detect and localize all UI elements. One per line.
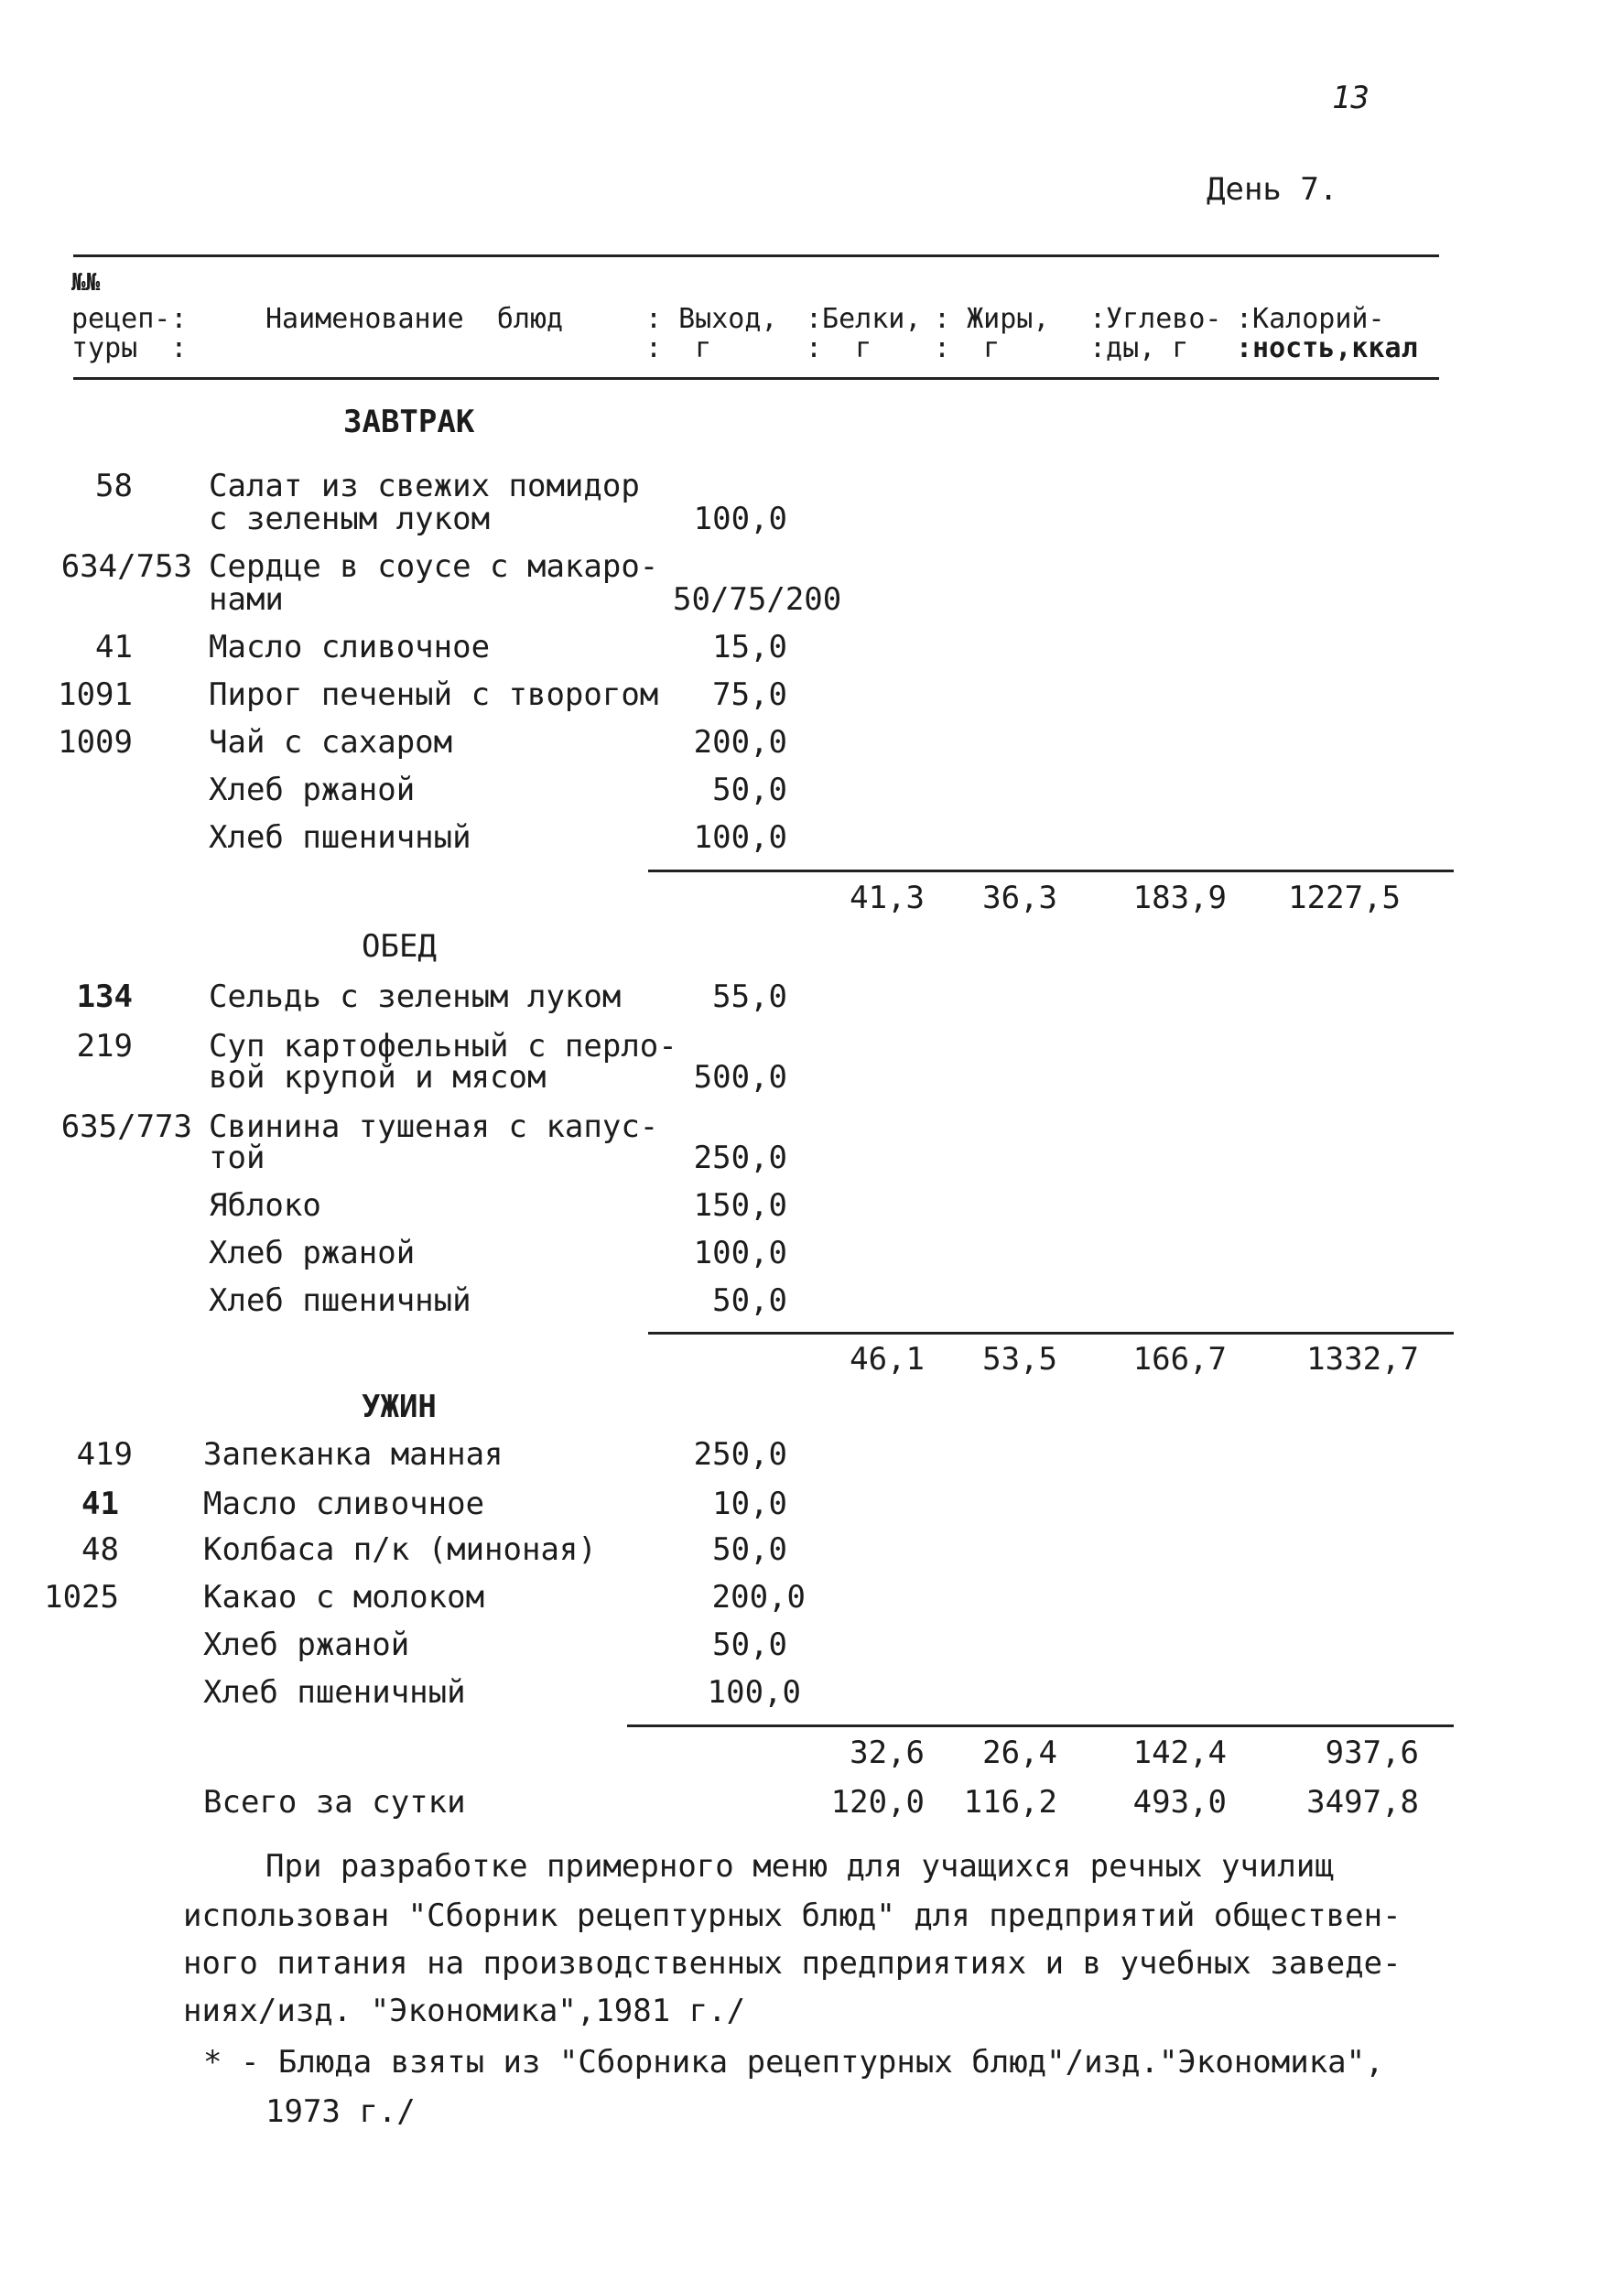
yield-value: 100,0 <box>693 501 787 537</box>
recipe-number: 1091 <box>58 676 133 713</box>
header-top-rule <box>73 254 1439 257</box>
yield-value: 200,0 <box>693 724 787 761</box>
header-proteins-line2: : г <box>806 332 922 364</box>
dish-name: Яблоко <box>209 1187 321 1224</box>
recipe-number: 48 <box>81 1531 119 1568</box>
dish-name-cont: той <box>209 1140 265 1176</box>
dish-name: Масло сливочное <box>209 629 491 665</box>
yield-value: 50,0 <box>712 1531 787 1568</box>
yield-value: 50,0 <box>712 772 787 808</box>
recipe-number: 134 <box>76 978 133 1015</box>
dish-name: Пирог печеный с творогом <box>209 676 659 713</box>
subtotal-rule <box>648 1332 1454 1335</box>
subtotal-calories: 1332,7 <box>1306 1341 1419 1378</box>
header-recipe-number-mark: №№ <box>71 269 101 297</box>
note-line: ного питания на производственных предприятиях и в учебных заведе- <box>183 1945 1402 1982</box>
yield-value: 150,0 <box>693 1187 787 1224</box>
subtotal-calories: 937,6 <box>1325 1735 1419 1771</box>
dish-name: Хлеб ржаной <box>209 772 416 808</box>
header-carbs-line1: :Углево- <box>1089 303 1222 335</box>
dish-name: Свинина тушеная с капус- <box>209 1108 659 1145</box>
recipe-number: 41 <box>81 1486 119 1522</box>
dish-name: Хлеб ржаной <box>209 1235 416 1271</box>
subtotal-proteins: 32,6 <box>850 1735 925 1771</box>
recipe-number: 58 <box>95 468 133 504</box>
footnote-line: * - Блюда взяты из "Сборника рецептурных блюд"/изд."Экономика", <box>203 2044 1384 2081</box>
header-calories-line1: :Калорий- <box>1236 303 1385 335</box>
yield-value: 10,0 <box>712 1486 787 1522</box>
daily-total-label: Всего за сутки <box>203 1784 466 1821</box>
daily-total-calories: 3497,8 <box>1306 1784 1419 1821</box>
yield-value: 100,0 <box>707 1674 801 1711</box>
note-line: использован "Сборник рецептурных блюд" для предприятий обществен- <box>183 1897 1402 1934</box>
header-proteins-line1: :Белки, <box>806 303 922 335</box>
header-fats-line2: : г <box>934 332 1001 364</box>
dish-name: Хлеб пшеничный <box>203 1674 466 1711</box>
dish-name: Сельдь с зеленым луком <box>209 978 622 1015</box>
yield-value: 250,0 <box>693 1436 787 1473</box>
dish-name: Запеканка манная <box>203 1436 503 1473</box>
dish-name: Салат из свежих помидор <box>209 468 640 504</box>
dish-name: Суп картофельный с перло- <box>209 1028 677 1065</box>
day-heading: День 7. <box>1207 171 1338 208</box>
header-carbs-line2: :ды, г <box>1089 332 1189 364</box>
dish-name-cont: с зеленым луком <box>209 501 491 537</box>
section-title: ОБЕД <box>362 928 437 965</box>
dish-name: Сердце в соусе с макаро- <box>209 548 659 585</box>
recipe-number: 1009 <box>58 724 133 761</box>
subtotal-carbs: 183,9 <box>1132 880 1227 916</box>
recipe-number: 634/753 <box>60 548 192 585</box>
subtotal-carbs: 166,7 <box>1132 1341 1227 1378</box>
yield-value: 500,0 <box>693 1059 787 1096</box>
yield-value: 250,0 <box>693 1140 787 1176</box>
yield-value: 15,0 <box>712 629 787 665</box>
subtotal-fats: 36,3 <box>982 880 1057 916</box>
recipe-number: 1025 <box>44 1579 119 1616</box>
yield-value: 100,0 <box>693 1235 787 1271</box>
yield-value: 200,0 <box>711 1579 806 1616</box>
page-number: 13 <box>1332 80 1370 116</box>
recipe-number: 219 <box>76 1028 133 1065</box>
header-bottom-rule <box>73 377 1439 380</box>
recipe-number: 41 <box>95 629 133 665</box>
subtotal-fats: 53,5 <box>982 1341 1057 1378</box>
section-title: УЖИН <box>362 1389 437 1425</box>
dish-name-cont: нами <box>209 581 284 618</box>
subtotal-proteins: 46,1 <box>850 1341 925 1378</box>
daily-total-proteins: 120,0 <box>830 1784 925 1821</box>
daily-total-carbs: 493,0 <box>1132 1784 1227 1821</box>
header-fats-line1: : Жиры, <box>934 303 1050 335</box>
subtotal-fats: 26,4 <box>982 1735 1057 1771</box>
subtotal-rule <box>627 1724 1454 1727</box>
yield-value: 100,0 <box>693 819 787 856</box>
yield-value: 50,0 <box>712 1627 787 1663</box>
dish-name: Хлеб ржаной <box>203 1627 410 1663</box>
dish-name: Хлеб пшеничный <box>209 819 471 856</box>
subtotal-carbs: 142,4 <box>1132 1735 1227 1771</box>
dish-name: Колбаса п/к (миноная) <box>203 1531 597 1568</box>
recipe-number: 635/773 <box>60 1108 192 1145</box>
yield-value: 50/75/200 <box>673 581 842 618</box>
header-recipe-line1: рецеп-: <box>71 303 188 335</box>
header-dish-name: Наименование блюд <box>265 303 564 335</box>
yield-value: 75,0 <box>712 676 787 713</box>
note-line: При разработке примерного меню для учащихся речных училищ <box>265 1848 1334 1885</box>
dish-name-cont: вой крупой и мясом <box>209 1059 547 1096</box>
dish-name: Чай с сахаром <box>209 724 453 761</box>
recipe-number: 419 <box>76 1436 133 1473</box>
note-line: ниях/изд. "Экономика",1981 г./ <box>183 1993 746 2029</box>
header-calories-line2: :ность,ккал <box>1236 332 1418 364</box>
dish-name: Масло сливочное <box>203 1486 485 1522</box>
header-recipe-line2: туры : <box>71 332 188 364</box>
footnote-line: 1973 г./ <box>265 2093 416 2130</box>
dish-name: Хлеб пшеничный <box>209 1282 471 1319</box>
subtotal-calories: 1227,5 <box>1288 880 1401 916</box>
subtotal-proteins: 41,3 <box>850 880 925 916</box>
yield-value: 55,0 <box>712 978 787 1015</box>
dish-name: Какао с молоком <box>203 1579 485 1616</box>
yield-value: 50,0 <box>712 1282 787 1319</box>
header-yield-line2: : г <box>645 332 762 364</box>
daily-total-fats: 116,2 <box>963 1784 1057 1821</box>
header-yield-line1: : Выход, <box>645 303 778 335</box>
section-title: ЗАВТРАК <box>343 404 475 440</box>
subtotal-rule <box>648 870 1454 872</box>
